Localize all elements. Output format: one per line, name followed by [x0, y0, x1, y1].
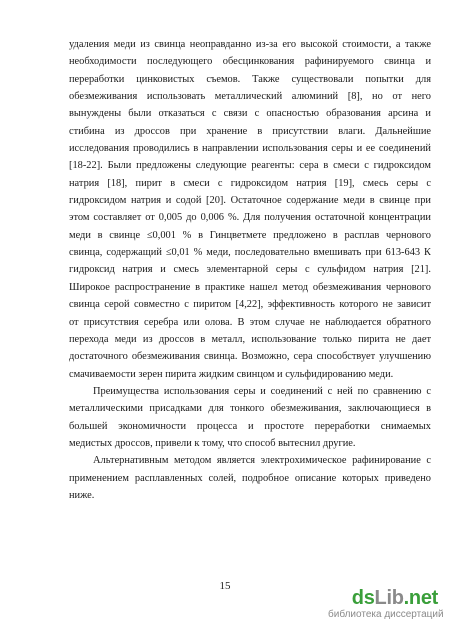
watermark-logo-net: .net: [403, 587, 438, 609]
watermark-logo: [328, 588, 438, 608]
text-line: вынуждены были отказаться с связи с опасностью образования арсина и: [69, 108, 431, 120]
text-line: от присутствия серебра или олова. В этом случае не наблюдается обратного: [69, 316, 431, 328]
text-line: металлическими присадками для тонкого обезмеживания, заключающиеся в: [69, 403, 431, 415]
text-line: удаления меди из свинца неоправданно из-за его высокой стоимости, а также: [69, 39, 431, 50]
text-line: этом составляет от 0,005 до 0,006 %. Для получения остаточной концентрации: [69, 212, 431, 224]
text-line: свинца серой совместно с пиритом [4,22], эффективность которого не зависит: [69, 299, 431, 311]
text-line: гидроксидом натрия и содой [20]. Остаточное содержание меди в свинце при: [69, 195, 431, 207]
watermark-tagline: библиотека диссертаций: [328, 609, 444, 620]
paragraph-1: [69, 36, 431, 383]
text-line: обезмеживания использовать металлический алюминий [8], но от него: [69, 91, 431, 103]
text-line: [18-22]. Были предложены следующие реагенты: сера в смеси с гидроксидом: [69, 160, 431, 172]
text-line: смачиваемости зерен пирита жидким свинцом и сульфидированию меди.: [69, 368, 394, 380]
site-watermark: [328, 587, 444, 622]
text-line: свинца, содержащий ≤0,01 % меди, последовательно вмешивать при 613-643 К: [69, 247, 431, 259]
page-number: 15: [219, 580, 231, 592]
watermark-logo-ds: ds: [351, 587, 375, 609]
paragraph-2: [69, 383, 431, 452]
text-line: Преимущества использования серы и соединений с ней по сравнению с: [93, 385, 431, 397]
text-line: меди в свинце ≤0,001 % в Гинцветмете предложено в расплав чернового: [69, 229, 431, 241]
text-line: Широкое распространение в практике нашел метод обезмеживания чернового: [69, 281, 431, 293]
text-line: применением расплавленных солей, подробное описание которых приведено: [69, 472, 431, 484]
text-line: большей экономичности процесса и простоте переработки снимаемых: [69, 420, 431, 432]
text-line: медистых дроссов, привели к тому, что способ вытеснил другие.: [69, 437, 356, 449]
body-text: [69, 36, 431, 504]
text-line: гидроксид натрия и смесь элементарной серы с сульфидом натрия [21].: [69, 264, 431, 276]
text-line: ниже.: [69, 489, 95, 501]
text-line: перехода меди из дроссов в металл, использование только пирита не дает: [69, 333, 431, 345]
text-line: стибина из дроссов при хранение в присутствии влаги. Дальнейшие: [69, 125, 431, 137]
text-line: Альтернативным методом является электрохимическое рафинирование с: [93, 455, 431, 467]
text-line: достаточного обезмеживания свинца. Возможно, сера способствует улучшению: [69, 351, 431, 363]
text-line: натрия [18], пирит в смеси с гидроксидом натрия [19], смесь серы с: [69, 177, 431, 189]
text-line: переработки цинковистых съемов. Также существовали попытки для: [69, 73, 431, 85]
watermark-logo-lib: Lib: [374, 587, 404, 609]
text-line: исследования проводились в направлении использования серы и ее соединений: [69, 143, 431, 155]
text-line: необходимости последующего обесцинкования рафинируемого свинца и: [69, 56, 431, 68]
paragraph-3: [69, 452, 431, 504]
